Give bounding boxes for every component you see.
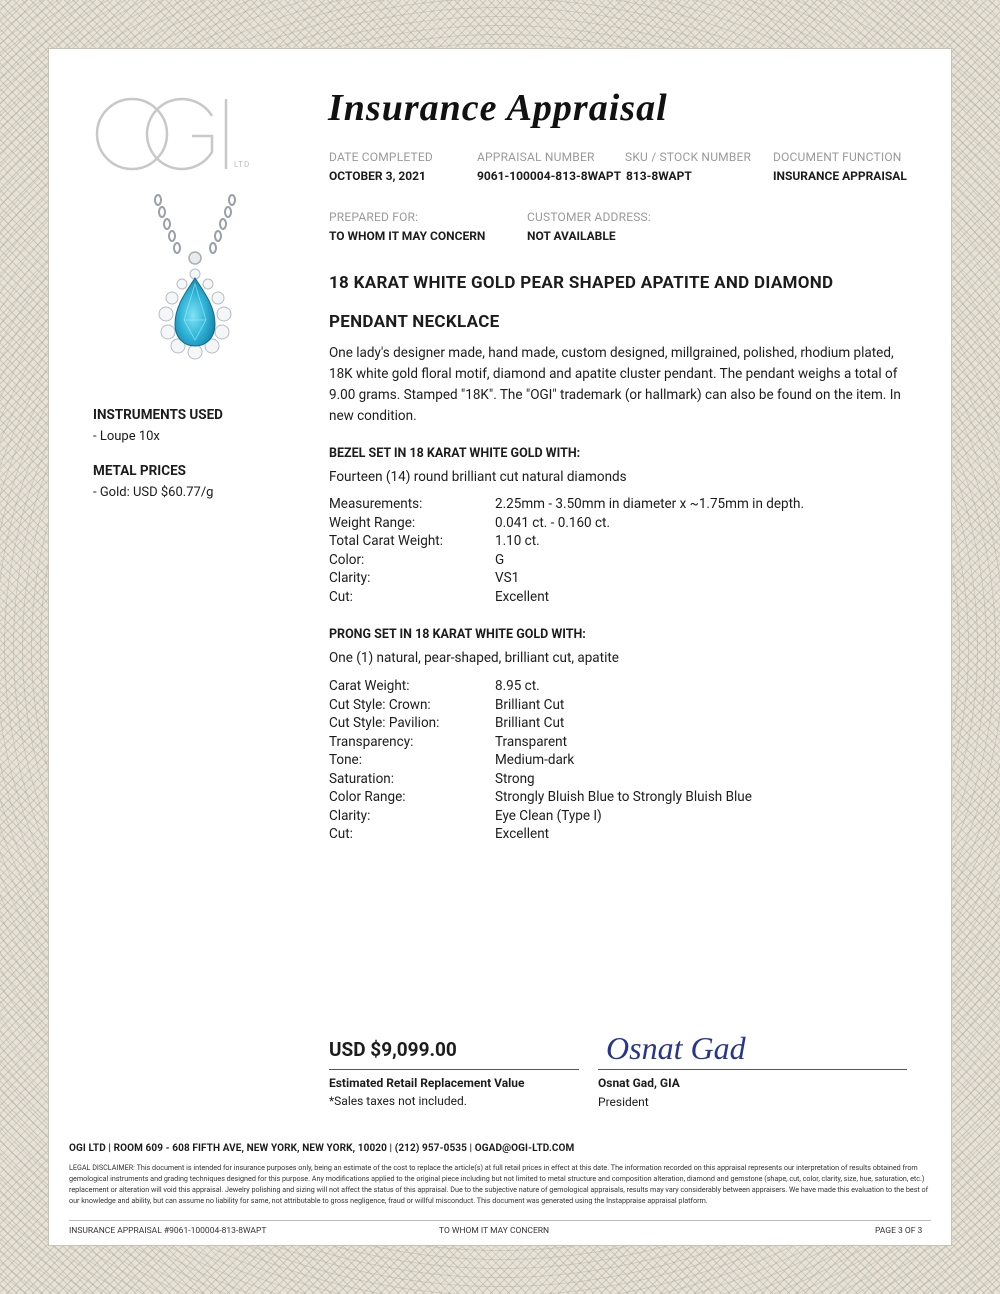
metal-prices-heading: METAL PRICES bbox=[93, 463, 186, 479]
ogi-logo bbox=[94, 94, 244, 174]
sku-label: SKU / STOCK NUMBER bbox=[625, 150, 752, 164]
footer-recipient: TO WHOM IT MAY CONCERN bbox=[439, 1226, 550, 1236]
product-title bbox=[329, 264, 909, 342]
sku-value: 813-8WAPT bbox=[626, 169, 692, 183]
signer-name: Osnat Gad, GIA bbox=[598, 1076, 680, 1090]
signature-script: Osnat Gad bbox=[606, 1030, 746, 1066]
value-label: Estimated Retail Replacement Value bbox=[329, 1076, 525, 1090]
certificate-page bbox=[48, 48, 952, 1246]
prong-spec-table: Carat Weight: 8.95 ct. Cut Style: Crown: Brilliant Cut Cut Style: Pavilion: Brilliant Cut Transparency: Transparent Tone: Medium-dark Saturation: Strong Color Range: Strongly Bluish Blue to Strongly Bluish Blue Clarity: Eye Clean (Type I) Cut: Excellent bbox=[329, 678, 752, 842]
appraisal-number-value: 9061-100004-813-8WAPT bbox=[477, 169, 622, 183]
pendant-illustration bbox=[120, 192, 270, 372]
date-completed-value: OCTOBER 3, 2021 bbox=[329, 169, 426, 183]
logo-ltd-text: LTD bbox=[234, 160, 251, 169]
appraisal-number-label: APPRAISAL NUMBER bbox=[477, 150, 595, 164]
signature-rule bbox=[598, 1069, 907, 1070]
signer-role: President bbox=[598, 1095, 649, 1109]
product-title-line1: 18 KARAT WHITE GOLD PEAR SHAPED APATITE AND DIAMOND bbox=[329, 273, 834, 293]
pendant-image bbox=[120, 192, 270, 372]
bezel-summary: Fourteen (14) round brilliant cut natural diamonds bbox=[329, 469, 627, 485]
prong-heading: PRONG SET IN 18 KARAT WHITE GOLD WITH: bbox=[329, 627, 586, 642]
customer-address-value: NOT AVAILABLE bbox=[527, 229, 616, 243]
legal-disclaimer: LEGAL DISCLAIMER: This document is intended for insurance purposes only, being an estimate of the cost to replace the article(s) at full retail prices in effect at this date. The information recorded on this appraisal represents our interpretation of results obtained from gemological instruments and grading techniques designed for this purpose. Any modifications applied to the original piece including but not limited to metal structure and composition alteration, diamond and gemstone (shape, cut, color, clarity, size, hue, saturation, etc.) replacement or alteration will void this appraisal. Jewelry polishing and sizing will not affect the status of this appraisal. Due to the subjective nature of gemological appraisals, results may vary considerably between appraisers. We have made this evaluation to the best of our knowledge and ability, but can assume no liability for same, not attributable to gross negligence, fraud or willful misconduct. This document was generated using the Instappraise appraisal platform. bbox=[69, 1163, 929, 1205]
instrument-item: - Loupe 10x bbox=[93, 429, 160, 444]
date-completed-label: DATE COMPLETED bbox=[329, 150, 433, 164]
document-function-value: INSURANCE APPRAISAL bbox=[773, 169, 907, 183]
page-title: Insurance Appraisal bbox=[328, 87, 668, 129]
metal-price-item: - Gold: USD $60.77/g bbox=[93, 485, 214, 500]
prong-summary: One (1) natural, pear-shaped, brilliant cut, apatite bbox=[329, 650, 619, 666]
prepared-for-label: PREPARED FOR: bbox=[329, 210, 419, 224]
bezel-heading: BEZEL SET IN 18 KARAT WHITE GOLD WITH: bbox=[329, 446, 581, 461]
bottom-rule bbox=[69, 1220, 931, 1221]
product-title-line2: PENDANT NECKLACE bbox=[329, 312, 500, 332]
prepared-for-value: TO WHOM IT MAY CONCERN bbox=[329, 229, 486, 243]
instruments-heading: INSTRUMENTS USED bbox=[93, 407, 223, 423]
sales-tax-note: *Sales taxes not included. bbox=[329, 1094, 467, 1108]
appraised-value: USD $9,099.00 bbox=[329, 1038, 457, 1061]
value-rule bbox=[329, 1069, 579, 1070]
footer-appraisal-number: INSURANCE APPRAISAL #9061-100004-813-8WAPT bbox=[69, 1226, 267, 1236]
ogi-logo-mark bbox=[94, 94, 244, 174]
footer-page-number: PAGE 3 OF 3 bbox=[875, 1226, 923, 1236]
company-address: OGI LTD | ROOM 609 - 608 FIFTH AVE, NEW YORK, NEW YORK, 10020 | (212) 957-0535 | OGAD@OGI-LTD.COM bbox=[69, 1143, 575, 1154]
document-function-label: DOCUMENT FUNCTION bbox=[773, 150, 902, 164]
product-description: One lady's designer made, hand made, custom designed, millgrained, polished, rhodium plated, 18K white gold floral motif, diamond and apatite cluster pendant. The pendant weighs a total of 9.00 grams. Stamped "18K". The "OGI" trademark (or hallmark) can also be found on the item. In new condition. bbox=[329, 345, 901, 424]
bezel-spec-table: Measurements: 2.25mm - 3.50mm in diameter x ~1.75mm in depth. Weight Range: 0.041 ct. - 0.160 ct. Total Carat Weight: 1.10 ct. Color: G Clarity: VS1 Cut: Excellent bbox=[329, 496, 805, 605]
customer-address-label: CUSTOMER ADDRESS: bbox=[527, 210, 651, 224]
